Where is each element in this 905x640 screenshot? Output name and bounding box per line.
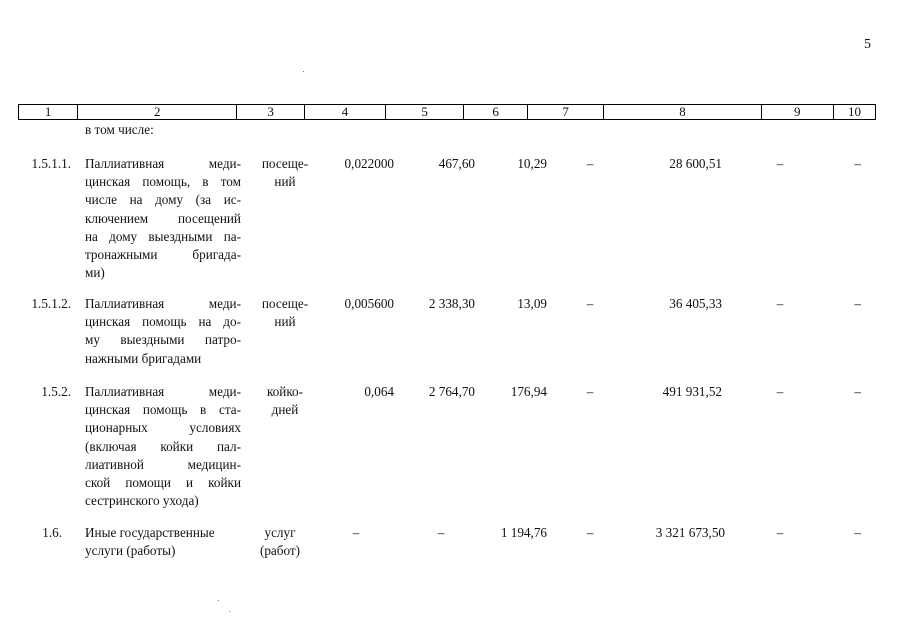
cell-col5: 467,60 — [438, 156, 475, 171]
row-unit: услуг (работ) — [259, 525, 301, 559]
cell-col6: 10,29 — [517, 156, 547, 171]
cell-col7: – — [586, 296, 594, 311]
row-name: Иные государственные услуги (работы) — [85, 525, 215, 559]
cell-col6: 13,09 — [517, 296, 547, 311]
cell-col10: – — [854, 384, 861, 399]
cell-col4: 0,005600 — [344, 296, 394, 311]
row-unit: койко- дней — [266, 384, 304, 418]
scan-speck — [229, 611, 230, 612]
row-name: Паллиативная меди- цинская помощь на до- му выездными патро- нажными бригадами — [85, 296, 241, 366]
row-unit: посеще- ний — [261, 156, 309, 190]
cell-col10: – — [854, 525, 861, 540]
cell-col10: – — [854, 156, 861, 171]
table-header-row — [18, 104, 876, 120]
row-code: 1.5.1.1. — [31, 156, 71, 171]
cell-col9: – — [776, 296, 784, 311]
cell-col4: 0,022000 — [344, 156, 394, 171]
scan-speck — [303, 71, 304, 72]
row-code: 1.6. — [42, 525, 62, 540]
cell-col7: – — [586, 156, 594, 171]
header-col-10: 10 — [833, 105, 875, 119]
cell-col5: 2 338,30 — [428, 296, 475, 311]
scan-speck — [218, 600, 219, 601]
cell-col10: – — [854, 296, 861, 311]
row-name: Паллиативная меди- цинская помощь, в том числе на дому (за ис- ключением посещений на дому выездными па- тронажными бригада- ми) — [85, 156, 241, 281]
row-code: 1.5.1.2. — [31, 296, 71, 311]
cell-col9: – — [776, 384, 784, 399]
cell-col5: 2 764,70 — [428, 384, 475, 399]
subheading: в том числе: — [85, 122, 154, 137]
header-col-6: 6 — [463, 105, 527, 119]
cell-col6: 176,94 — [510, 384, 547, 399]
cell-col8: 28 600,51 — [669, 156, 722, 171]
cell-col7: – — [586, 525, 594, 540]
cell-col6: 1 194,76 — [500, 525, 547, 540]
header-col-9: 9 — [761, 105, 833, 119]
cell-col4: 0,064 — [364, 384, 394, 399]
header-col-5: 5 — [385, 105, 463, 119]
cell-col7: – — [586, 384, 594, 399]
cell-col4: – — [352, 525, 360, 540]
header-col-2: 2 — [77, 105, 236, 119]
cell-col8: 491 931,52 — [662, 384, 722, 399]
row-unit: посеще- ний — [261, 296, 309, 330]
page-number: 5 — [864, 37, 871, 52]
cell-col9: – — [776, 156, 784, 171]
row-name: Паллиативная меди- цинская помощь в ста- ционарных условиях (включая койки пал- лиативной медицин- ской помощи и койки сестринского ухода) — [85, 384, 241, 509]
row-code: 1.5.2. — [41, 384, 71, 399]
cell-col8: 36 405,33 — [669, 296, 722, 311]
header-col-8: 8 — [603, 105, 760, 119]
header-col-1: 1 — [44, 104, 52, 119]
cell-col9: – — [776, 525, 784, 540]
header-col-7: 7 — [527, 105, 603, 119]
header-col-4: 4 — [304, 105, 385, 119]
header-col-3: 3 — [236, 105, 304, 119]
cell-col8: 3 321 673,50 — [655, 525, 725, 540]
cell-col5: – — [437, 525, 445, 540]
